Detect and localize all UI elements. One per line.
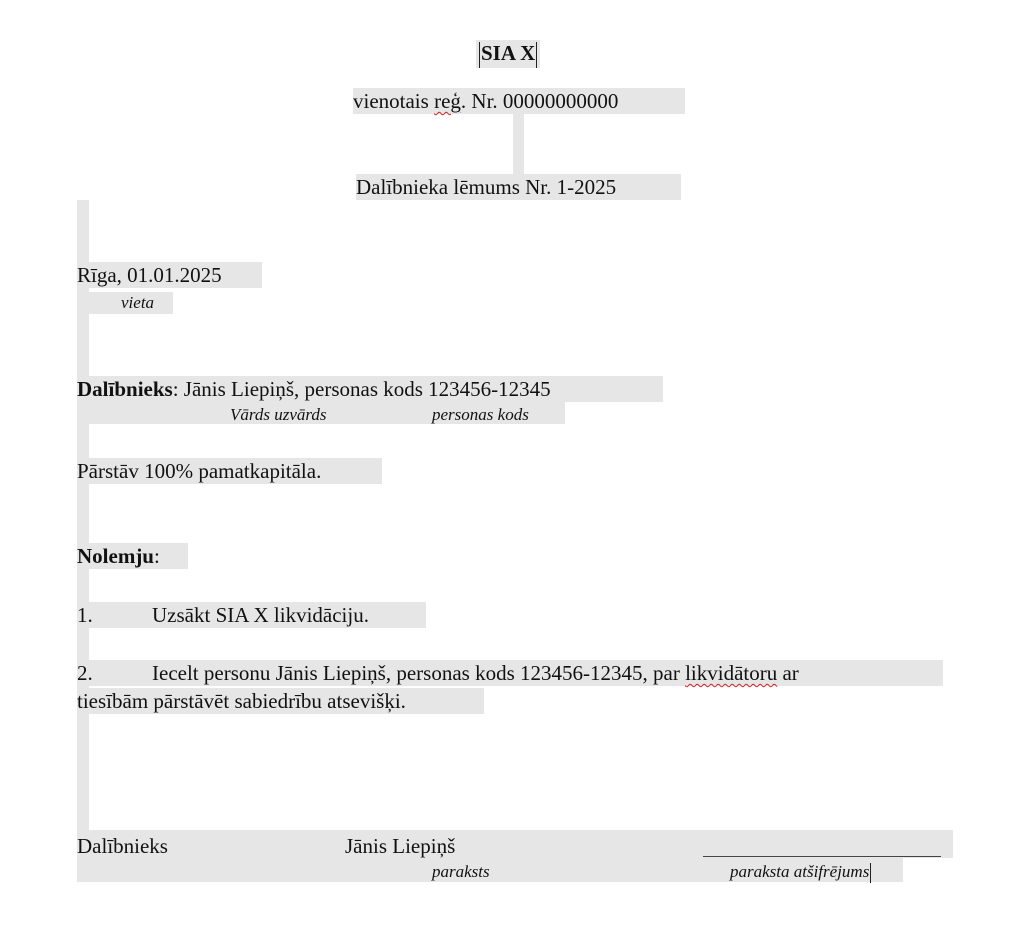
item-2-text-after: ar bbox=[777, 661, 799, 685]
caption-transcript-text: paraksta atšifrējums bbox=[730, 862, 870, 881]
item-1-text: Uzsākt SIA X likvidāciju. bbox=[152, 603, 369, 627]
signature-role[interactable]: Dalībnieks bbox=[77, 834, 168, 858]
signature-name[interactable]: Jānis Liepiņš bbox=[345, 834, 456, 858]
reg-prefix: vienotais bbox=[353, 89, 435, 113]
member-line[interactable] bbox=[77, 376, 663, 402]
list-item-2-line-1[interactable] bbox=[77, 660, 943, 686]
decision-title[interactable]: Dalībnieka lēmums Nr. 1-2025 bbox=[356, 174, 681, 200]
text-cursor-end bbox=[536, 42, 537, 68]
caption-code: personas kods bbox=[432, 405, 529, 424]
caption-signature: paraksts bbox=[432, 862, 490, 881]
decision-heading[interactable] bbox=[77, 543, 188, 569]
list-item-2-line-2[interactable]: tiesībām pārstāvēt sabiedrību atsevišķi. bbox=[77, 688, 484, 714]
signature-line bbox=[703, 856, 941, 857]
decision-heading-label: Nolemju bbox=[77, 544, 154, 568]
item-2-flagged-word: likvidātoru bbox=[685, 661, 778, 685]
registration-number[interactable] bbox=[353, 88, 685, 114]
decision-heading-colon: : bbox=[154, 544, 160, 568]
item-2-number: 2. bbox=[77, 661, 93, 685]
signature-band bbox=[77, 830, 953, 858]
center-highlight-bar bbox=[513, 114, 524, 174]
text-cursor bbox=[479, 42, 480, 68]
capital-statement[interactable]: Pārstāv 100% pamatkapitāla. bbox=[77, 458, 382, 484]
reg-word-spellcheck: reģ bbox=[434, 89, 461, 113]
member-label: Dalībnieks bbox=[77, 377, 173, 401]
text-cursor-signature bbox=[870, 863, 871, 883]
item-2-text-before: Iecelt personu Jānis Liepiņš, personas kods 123456-12345, par bbox=[152, 661, 686, 685]
caption-name: Vārds uzvārds bbox=[230, 405, 327, 424]
place-caption-text: vieta bbox=[121, 293, 155, 312]
item-2-text bbox=[152, 660, 799, 686]
member-details: : Jānis Liepiņš, personas kods 123456-12345 bbox=[172, 377, 551, 401]
place-date[interactable]: Rīga, 01.01.2025 bbox=[77, 262, 262, 288]
company-title[interactable] bbox=[476, 40, 540, 68]
company-name: SIA X bbox=[481, 41, 536, 65]
list-item-1[interactable] bbox=[77, 602, 426, 628]
reg-suffix: . Nr. 00000000000 bbox=[460, 89, 619, 113]
caption-transcript bbox=[730, 861, 872, 883]
item-1-number: 1. bbox=[77, 603, 93, 627]
place-caption bbox=[77, 292, 173, 314]
